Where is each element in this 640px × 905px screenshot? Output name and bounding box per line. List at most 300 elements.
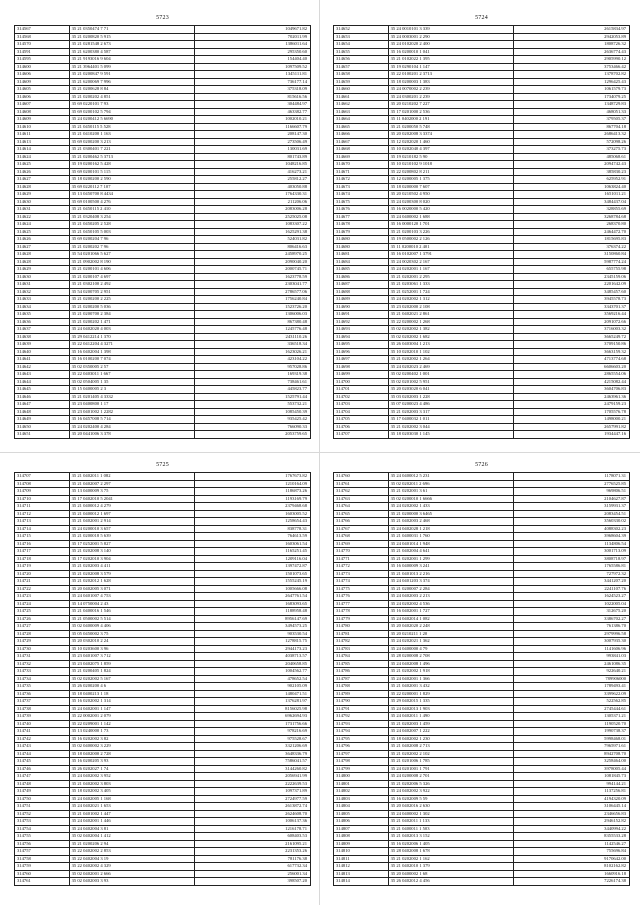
row-id-cell: 314722 [15, 585, 70, 593]
table-row [15, 743, 311, 751]
row-id-cell: 314628 [15, 251, 70, 259]
table-row [15, 825, 311, 833]
row-id-cell: 314645 [15, 386, 70, 394]
table-row [15, 803, 311, 811]
row-id-cell: 314774 [334, 578, 389, 586]
table-row [334, 833, 630, 841]
row-value-cell: 2979996.58 [514, 630, 630, 638]
table-row [334, 123, 630, 131]
row-id-cell: 314775 [334, 585, 389, 593]
table-row [334, 623, 630, 631]
table-row [15, 578, 311, 586]
row-id-cell: 314644 [15, 378, 70, 386]
row-number-cell: 35 21 0450115 2 410 [69, 206, 195, 214]
row-value-cell: 522562.85 [514, 698, 630, 706]
row-value-cell: 761386.70 [514, 623, 630, 631]
table-row [15, 213, 311, 221]
row-id-cell: 314690 [334, 303, 389, 311]
row-id-cell: 314770 [334, 548, 389, 556]
table-row [15, 423, 311, 431]
row-value-cell: 385830.23 [514, 168, 630, 176]
row-id-cell: 314704 [334, 408, 389, 416]
table-row [15, 356, 311, 364]
row-id-cell: 314814 [334, 878, 389, 886]
row-id-cell: 314657 [334, 63, 389, 71]
row-value-cell: 3494573.25 [195, 623, 311, 631]
row-value-cell: 8956147.69 [195, 615, 311, 623]
row-id-cell: 314750 [15, 795, 70, 803]
row-id-cell: 314648 [15, 408, 70, 416]
row-id-cell: 314753 [15, 818, 70, 826]
row-number-cell: 35 21 0252001 1 724 [388, 288, 514, 296]
row-id-cell: 314771 [334, 555, 389, 563]
row-id-cell: 314708 [15, 480, 70, 488]
row-value-cell: 702011.99 [195, 33, 311, 41]
row-id-cell: 314567 [15, 26, 70, 34]
row-id-cell: 314784 [334, 653, 389, 661]
table-row [15, 840, 311, 848]
row-number-cell: 35 20 0402020 2 248 [388, 623, 514, 631]
row-value-cell: 373275.73 [514, 146, 630, 154]
row-number-cell: 35 24 0402001 1 147 [69, 705, 195, 713]
row-value-cell: 6606603.20 [514, 363, 630, 371]
row-number-cell: 35 21 0402010 1 379 [388, 863, 514, 871]
row-value-cell: 1296425.43 [514, 78, 630, 86]
row-value-cell: 1141606.96 [514, 645, 630, 653]
table-row [334, 840, 630, 848]
row-value-cell: 468051.33 [514, 108, 630, 116]
table-row [334, 161, 630, 169]
row-number-cell: 35 18 0203030 1 145 [388, 431, 514, 439]
page-divider-horizontal [0, 452, 640, 453]
table-row [15, 533, 311, 541]
table-row [15, 333, 311, 341]
row-number-cell: 35 19 0290104 1 147 [388, 63, 514, 71]
row-number-cell: 35 21 0202002 2 102 [388, 750, 514, 758]
row-value-cell: 8102162.82 [514, 863, 630, 871]
row-number-cell: 35 16 0100200 7 074 [69, 356, 195, 364]
row-id-cell: 314783 [334, 645, 389, 653]
row-id-cell: 314652 [334, 26, 389, 34]
table-row [334, 311, 630, 319]
row-number-cell: 35 02 0402003 3 93 [69, 878, 195, 886]
row-value-cell: 3753466.42 [514, 63, 630, 71]
row-value-cell: 2303041.77 [195, 281, 311, 289]
row-id-cell: 314676 [334, 206, 389, 214]
row-value-cell: 727972.32 [514, 570, 630, 578]
row-id-cell: 314628 [15, 183, 70, 191]
row-number-cell: 35 19 0500002 2 126 [388, 236, 514, 244]
table-row [334, 630, 630, 638]
row-value-cell: 2776525.85 [514, 480, 630, 488]
table-row [15, 600, 311, 608]
row-id-cell: 314636 [15, 318, 70, 326]
row-value-cell: 1376281.97 [195, 698, 311, 706]
table-row [15, 720, 311, 728]
table-row [15, 93, 311, 101]
table-row [334, 713, 630, 721]
row-number-cell: 35 22 0200002 1 268 [388, 318, 514, 326]
row-number-cell: 35 20 0210202 7 227 [388, 101, 514, 109]
row-number-cell: 35 13 0400009 3 75 [69, 488, 195, 496]
row-value-cell: 1651011.21 [514, 191, 630, 199]
row-number-cell: 35 17 0400032 1 011 [388, 416, 514, 424]
table-row [334, 660, 630, 668]
table-row [15, 870, 311, 878]
row-value-cell: 2231353.26 [195, 848, 311, 856]
table-row [334, 825, 630, 833]
row-value-cell: 789906000 [514, 675, 630, 683]
row-id-cell: 314710 [15, 495, 70, 503]
row-value-cell: 1097371.89 [195, 788, 311, 796]
row-value-cell: 9170642.00 [514, 855, 630, 863]
row-id-cell: 314647 [15, 401, 70, 409]
row-number-cell: 35 21 0202001 3 61 [388, 488, 514, 496]
table-row [15, 303, 311, 311]
row-number-cell: 35 12 0200005 1 375 [388, 176, 514, 184]
row-value-cell: 1061579.73 [514, 86, 630, 94]
row-id-cell: 314679 [334, 228, 389, 236]
table-row [334, 608, 630, 616]
row-id-cell: 314626 [15, 168, 70, 176]
row-value-cell: 1345111.81 [195, 71, 311, 79]
row-id-cell: 314805 [334, 810, 389, 818]
row-value-cell: 1789493.41 [514, 683, 630, 691]
row-number-cell: 35 24 0402001 1 446 [69, 818, 195, 826]
row-id-cell: 314707 [334, 431, 389, 439]
row-id-cell: 314778 [334, 608, 389, 616]
row-id-cell: 314787 [334, 675, 389, 683]
row-id-cell: 314734 [15, 675, 70, 683]
row-number-cell: 35 24 0402021 1 653 [69, 803, 195, 811]
table-row [15, 131, 311, 139]
row-number-cell: 35 21 0202008 3 140 [69, 548, 195, 556]
row-id-cell: 314688 [334, 288, 389, 296]
row-id-cell: 314799 [334, 765, 389, 773]
row-value-cell: 3258464.00 [514, 758, 630, 766]
table-row [15, 750, 311, 758]
table-row [334, 795, 630, 803]
row-id-cell: 314667 [334, 138, 389, 146]
row-id-cell: 314651 [15, 431, 70, 439]
row-id-cell: 314606 [15, 71, 70, 79]
row-value-cell: 1683093.65 [195, 600, 311, 608]
row-id-cell: 314614 [15, 146, 70, 154]
row-id-cell: 314765 [334, 510, 389, 518]
row-number-cell: 35 21 0202001 1 299 [388, 555, 514, 563]
row-id-cell: 314635 [15, 311, 70, 319]
row-id-cell: 314685 [334, 266, 389, 274]
table-row [15, 326, 311, 334]
table-row [15, 525, 311, 533]
row-value-cell: 336518.34 [195, 341, 311, 349]
table-row [334, 540, 630, 548]
row-id-cell: 314741 [15, 728, 70, 736]
table-row [334, 750, 630, 758]
row-id-cell: 314804 [334, 803, 389, 811]
row-id-cell: 314693 [334, 326, 389, 334]
row-id-cell: 314595 [15, 56, 70, 64]
row-id-cell: 314723 [15, 593, 70, 601]
table-row [334, 191, 630, 199]
row-value-cell: 1049671.82 [195, 26, 311, 34]
table-row [334, 393, 630, 401]
row-number-cell: 35 21 0200405 1 824 [69, 668, 195, 676]
row-value-cell: 1258654.43 [195, 518, 311, 526]
row-value-cell: 4194320.09 [514, 795, 630, 803]
table-row [15, 431, 311, 439]
table-row [15, 818, 311, 826]
row-id-cell: 314641 [15, 356, 70, 364]
row-number-cell: 35 16 0202002 1 314 [69, 698, 195, 706]
row-id-cell: 314707 [15, 473, 70, 481]
row-number-cell: 35 24 0401203 3 374 [388, 578, 514, 586]
row-value-cell: 3399622.09 [514, 690, 630, 698]
row-id-cell: 314782 [334, 638, 389, 646]
table-row [334, 326, 630, 334]
table-row [334, 41, 630, 49]
row-value-cell: 1166607.79 [195, 123, 311, 131]
row-id-cell: 314731 [15, 653, 70, 661]
row-number-cell: 35 17 0201000 2 536 [388, 108, 514, 116]
row-value-cell: 2745444.61 [514, 705, 630, 713]
row-id-cell: 314613 [15, 138, 70, 146]
row-value-cell: 1815695.83 [514, 236, 630, 244]
row-number-cell: 35 21 0350474 7 71 [69, 26, 195, 34]
row-value-cell: 1378702.82 [514, 71, 630, 79]
row-id-cell: 314715 [15, 533, 70, 541]
row-value-cell: 2222639.53 [195, 780, 311, 788]
row-id-cell: 314678 [334, 221, 389, 229]
row-value-cell: 2461086.35 [514, 660, 630, 668]
table-row [15, 266, 311, 274]
table-row [15, 33, 311, 41]
row-id-cell: 314724 [15, 600, 70, 608]
row-value-cell: 3978005.44 [514, 765, 630, 773]
row-id-cell: 314738 [15, 705, 70, 713]
row-value-cell: 3709150.86 [514, 341, 630, 349]
table-row [334, 810, 630, 818]
table-row [334, 570, 630, 578]
table-row [334, 236, 630, 244]
row-id-cell: 314806 [334, 818, 389, 826]
row-id-cell: 314766 [334, 518, 389, 526]
row-value-cell: 328855.69 [514, 206, 630, 214]
table-row [334, 266, 630, 274]
row-value-cell: 1004562.77 [195, 668, 311, 676]
row-id-cell: 314801 [334, 780, 389, 788]
table-row [15, 153, 311, 161]
row-value-cell: 4215082.44 [514, 378, 630, 386]
table-row [334, 533, 630, 541]
table-row [334, 638, 630, 646]
row-value-cell: 2724977.59 [195, 795, 311, 803]
row-id-cell: 314709 [15, 488, 70, 496]
row-id-cell: 314760 [15, 870, 70, 878]
table-row [15, 176, 311, 184]
row-number-cell: 35 21 0200202 4 851 [69, 93, 195, 101]
row-number-cell: 35 16 0402001 1 727 [388, 608, 514, 616]
row-value-cell: 1603005.52 [195, 510, 311, 518]
row-id-cell: 314759 [15, 863, 70, 871]
row-number-cell: 35 24 0402011 1 490 [388, 713, 514, 721]
row-id-cell: 314794 [334, 728, 389, 736]
table-row [334, 818, 630, 826]
row-value-cell: 994144.21 [514, 780, 630, 788]
row-value-cell: 2379468.68 [195, 503, 311, 511]
table-row [334, 78, 630, 86]
row-number-cell: 35 21 0201006 1 785 [388, 758, 514, 766]
row-id-cell: 314663 [334, 108, 389, 116]
row-value-cell: 2346656.83 [514, 810, 630, 818]
row-number-cell: 35 21 0200200 2 225 [69, 296, 195, 304]
row-value-cell: 655755.98 [514, 266, 630, 274]
table-row [15, 86, 311, 94]
table-row [15, 503, 311, 511]
row-id-cell: 314672 [334, 176, 389, 184]
row-number-cell: 35 24 0400012 5 231 [388, 473, 514, 481]
row-id-cell: 314720 [15, 570, 70, 578]
row-number-cell: 35 21 0402004 4 641 [388, 548, 514, 556]
row-number-cell: 35 21 0400012 4 279 [69, 503, 195, 511]
row-id-cell: 314656 [334, 56, 389, 64]
row-number-cell: 35 24 0400000 4 79 [388, 645, 514, 653]
row-id-cell: 314609 [15, 78, 70, 86]
row-number-cell: 35 21 0402003 2 468 [388, 518, 514, 526]
row-value-cell: 2094742.43 [514, 161, 630, 169]
row-value-cell: 463382.77 [195, 108, 311, 116]
row-number-cell: 35 10 0203600 3 96 [69, 645, 195, 653]
table-row [334, 563, 630, 571]
row-number-cell: 35 24 0402005 1 168 [69, 795, 195, 803]
row-id-cell: 314711 [15, 503, 70, 511]
table-row [334, 386, 630, 394]
row-number-cell: 35 24 0402002 3 952 [69, 773, 195, 781]
row-value-cell: 867704.18 [514, 123, 630, 131]
table-row [15, 198, 311, 206]
table-row [334, 423, 630, 431]
table-row [15, 540, 311, 548]
table-row [15, 630, 311, 638]
row-number-cell: 35 16 0402004 1 398 [69, 348, 195, 356]
table-row [15, 108, 311, 116]
table-row [15, 363, 311, 371]
row-number-cell: 35 20 0210211 1 20 [388, 630, 514, 638]
row-id-cell: 314761 [334, 480, 389, 488]
table-row [15, 243, 311, 251]
row-number-cell: 35 17 0402010 5 2041 [69, 495, 195, 503]
row-value-cell: 1193169.79 [195, 495, 311, 503]
row-number-cell: 35 24 0402003 2 213 [388, 593, 514, 601]
row-number-cell: 35 02 0400002 3 229 [69, 743, 195, 751]
row-number-cell: 35 22 0412204 4 3271 [69, 341, 195, 349]
row-number-cell: 35 21 0200700 2 384 [69, 311, 195, 319]
row-number-cell: 35 18 0200200 2 590 [69, 176, 195, 184]
row-value-cell: 3485457.60 [514, 288, 630, 296]
table-row [15, 833, 311, 841]
row-number-cell: 35 18 0402000 2 728 [69, 750, 195, 758]
row-id-cell: 314668 [334, 146, 389, 154]
row-value-cell: 8156025.98 [195, 705, 311, 713]
table-row [334, 56, 630, 64]
row-id-cell: 314696 [334, 348, 389, 356]
row-id-cell: 314669 [334, 153, 389, 161]
row-value-cell: 1480471.51 [195, 690, 311, 698]
table-row [334, 645, 630, 653]
page-title: 5724 [475, 15, 488, 21]
table-row [15, 378, 311, 386]
row-id-cell: 314813 [334, 870, 389, 878]
row-value-cell: 8942708.70 [514, 750, 630, 758]
row-id-cell: 314781 [334, 630, 389, 638]
row-number-cell: 35 21 0400012 1 697 [69, 510, 195, 518]
row-number-cell: 35 24 0200008 2 701 [388, 773, 514, 781]
row-number-cell: 35 26 0403004 1 213 [388, 341, 514, 349]
row-number-cell: 35 29 0412214 1 370 [69, 333, 195, 341]
table-row [334, 855, 630, 863]
row-id-cell: 314627 [15, 243, 70, 251]
row-id-cell: 314655 [334, 48, 389, 56]
row-number-cell: 35 24 0003001 2 290 [388, 33, 514, 41]
table-row [15, 401, 311, 409]
row-value-cell: 3106445.14 [514, 803, 630, 811]
row-id-cell: 314705 [334, 416, 389, 424]
row-number-cell: 35 21 0203061 1 333 [388, 281, 514, 289]
table-row [15, 116, 311, 124]
row-number-cell: 35 21 0202002 1 162 [388, 855, 514, 863]
row-number-cell: 35 22 0100201 2 3713 [388, 71, 514, 79]
row-number-cell: 35 24 0402002 3 922 [388, 788, 514, 796]
row-id-cell: 314642 [15, 363, 70, 371]
row-id-cell: 314743 [15, 743, 70, 751]
row-id-cell: 314810 [334, 848, 389, 856]
row-number-cell: 35 24 0020302 2 167 [388, 258, 514, 266]
row-value-cell: 1990738.37 [514, 728, 630, 736]
row-value-cell: 1498000.21 [514, 416, 630, 424]
table-row [15, 26, 311, 34]
row-value-cell: 2056941.99 [195, 773, 311, 781]
table-row [15, 660, 311, 668]
row-id-cell: 314712 [15, 510, 70, 518]
row-number-cell: 35 22 0402002 4 329 [69, 863, 195, 871]
table-row [15, 318, 311, 326]
row-value-cell: 5987774.24 [514, 258, 630, 266]
row-id-cell: 314625 [15, 228, 70, 236]
row-value-cell: 2000745.71 [195, 266, 311, 274]
table-row [15, 168, 311, 176]
row-id-cell: 314717 [15, 548, 70, 556]
row-id-cell: 314637 [15, 326, 70, 334]
table-row [15, 570, 311, 578]
row-number-cell: 35 21 0400011 1 503 [388, 825, 514, 833]
row-number-cell: 35 21 0200103 3 226 [388, 228, 514, 236]
table-row [15, 563, 311, 571]
table-row [334, 878, 630, 886]
table-row [15, 735, 311, 743]
row-value-cell: 1245776.48 [195, 326, 311, 334]
row-id-cell: 314675 [334, 198, 389, 206]
row-id-cell: 314732 [15, 660, 70, 668]
row-number-cell: 35 21 0402001 3 432 [388, 683, 514, 691]
row-number-cell: 35 24 0200300 8 020 [388, 198, 514, 206]
row-value-cell: 867380.48 [195, 318, 311, 326]
row-id-cell: 314671 [334, 168, 389, 176]
row-value-cell: 1209116.04 [195, 555, 311, 563]
table-row [334, 371, 630, 379]
row-number-cell: 35 24 0202400 4 284 [69, 423, 195, 431]
table-row [15, 123, 311, 131]
row-number-cell: 35 24 0202002 4 536 [388, 600, 514, 608]
